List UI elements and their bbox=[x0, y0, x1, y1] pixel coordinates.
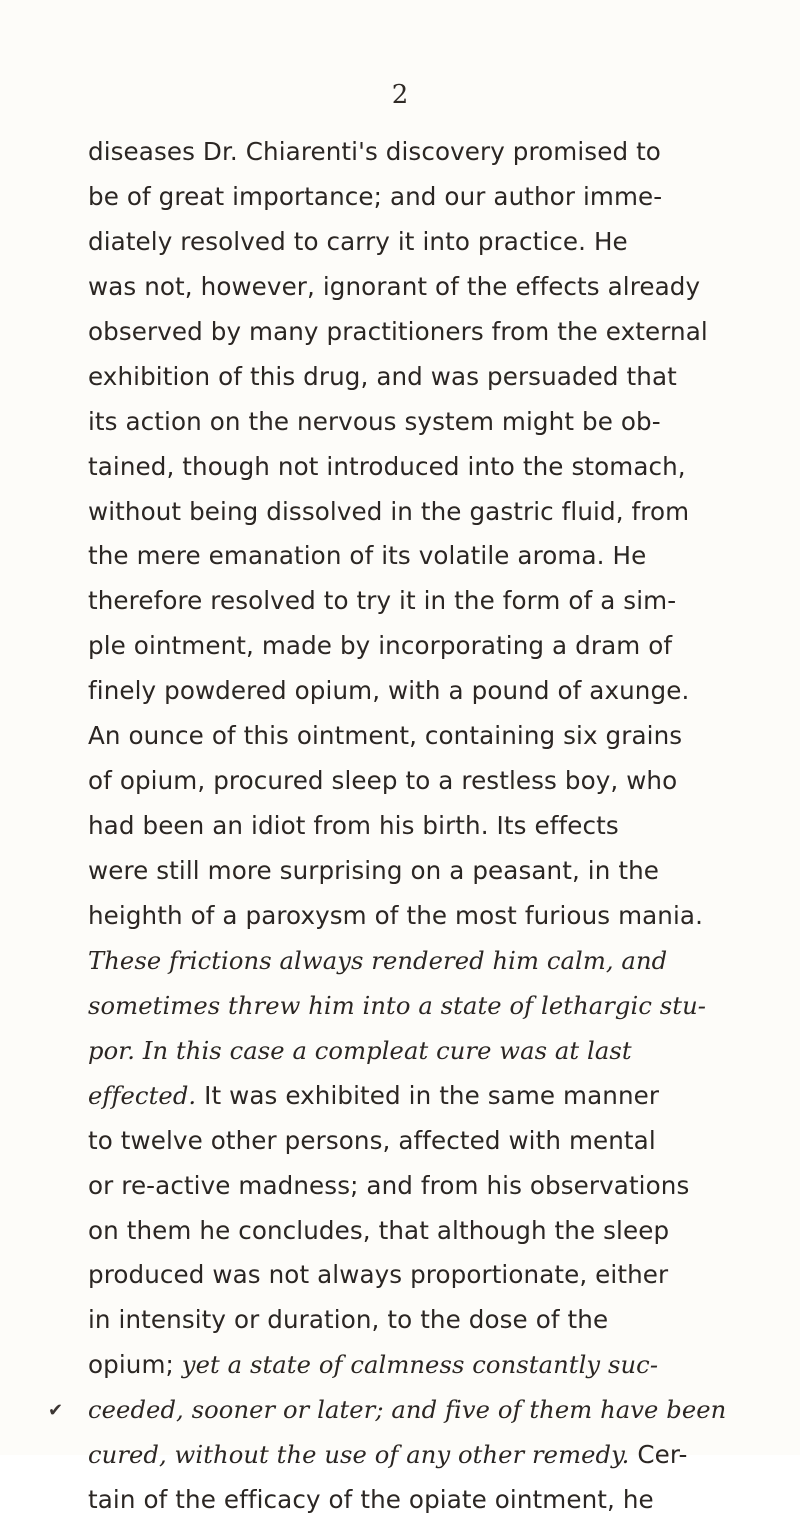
text-span: produced was not always proportionate, either bbox=[88, 1260, 669, 1290]
text-span: in intensity or duration, to the dose of the bbox=[88, 1305, 609, 1335]
text-span: therefore resolved to try it in the form of a sim- bbox=[88, 586, 677, 616]
text-span: observed by many practitioners from the external bbox=[88, 316, 708, 346]
text-line bbox=[88, 1388, 788, 1433]
italic-text-span: por. In this case a compleat cure was at last bbox=[88, 1036, 632, 1065]
text-line bbox=[88, 445, 788, 490]
italic-text-span: sometimes threw him into a state of lethargic stu- bbox=[88, 991, 707, 1020]
text-span: on them he concludes, that although the sleep bbox=[88, 1215, 670, 1245]
page-number: 2 bbox=[391, 80, 409, 110]
text-span: the mere emanation of its volatile aroma. He bbox=[88, 541, 647, 571]
text-line bbox=[88, 894, 788, 939]
text-span: diately resolved to carry it into practice. He bbox=[88, 226, 628, 256]
italic-text-span: yet a state of calmness constantly suc- bbox=[181, 1351, 659, 1380]
text-span: Cer- bbox=[629, 1440, 688, 1470]
text-line bbox=[88, 355, 788, 400]
text-span: An ounce of this ointment, containing six grains bbox=[88, 721, 683, 751]
text-line bbox=[88, 1074, 788, 1119]
text-span: exhibition of this drug, and was persuaded that bbox=[88, 361, 677, 391]
text-span: diseases Dr. Chiarenti's discovery promised to bbox=[88, 137, 661, 166]
text-span: or re-active madness; and from his observations bbox=[88, 1170, 690, 1200]
text-span: tain of the efficacy of the opiate ointment, he bbox=[88, 1485, 654, 1515]
text-line bbox=[88, 579, 788, 624]
text-span: had been an idiot from his birth. Its effects bbox=[88, 811, 619, 841]
text-line bbox=[88, 939, 788, 984]
italic-text-span: These frictions always rendered him calm, and bbox=[88, 946, 668, 975]
text-span: its action on the nervous system might be ob- bbox=[88, 406, 661, 436]
text-span: opium; bbox=[88, 1350, 182, 1380]
italic-text-span: ceeded, sooner or later; and five of them have been bbox=[88, 1396, 727, 1425]
text-line bbox=[88, 175, 788, 220]
text-line bbox=[88, 310, 788, 355]
text-span: be of great importance; and our author imme- bbox=[88, 181, 663, 211]
text-span: finely powdered opium, with a pound of axunge. bbox=[88, 676, 690, 706]
text-span: ple ointment, made by incorporating a dram of bbox=[88, 631, 673, 661]
margin-check-mark: ✔ bbox=[48, 1400, 64, 1421]
text-line bbox=[88, 1119, 788, 1164]
italic-text-span: cured, without the use of any other remedy. bbox=[88, 1441, 630, 1470]
text-span: heighth of a paroxysm of the most furious mania. bbox=[88, 900, 704, 930]
text-span: tained, though not introduced into the stomach, bbox=[88, 451, 686, 481]
text-line bbox=[88, 1209, 788, 1254]
text-span: of opium, procured sleep to a restless boy, who bbox=[88, 766, 678, 796]
text-line bbox=[88, 759, 788, 804]
text-span: It was exhibited in the same manner bbox=[196, 1080, 660, 1110]
text-line bbox=[88, 400, 788, 445]
italic-text-span: effected. bbox=[88, 1081, 197, 1110]
text-line bbox=[88, 669, 788, 714]
text-span: were still more surprising on a peasant, in the bbox=[88, 856, 659, 885]
text-line bbox=[88, 624, 788, 669]
text-line bbox=[88, 1029, 788, 1074]
text-span: without being dissolved in the gastric fluid, from bbox=[88, 496, 690, 526]
body-text bbox=[88, 130, 788, 1523]
text-span: was not, however, ignorant of the effects already bbox=[88, 271, 701, 301]
text-line bbox=[88, 130, 788, 175]
text-line bbox=[88, 490, 788, 535]
text-line bbox=[88, 849, 788, 894]
text-line bbox=[88, 220, 788, 265]
text-line bbox=[88, 265, 788, 310]
text-line bbox=[88, 1433, 788, 1478]
text-span: to twelve other persons, affected with mental bbox=[88, 1125, 656, 1155]
text-line bbox=[88, 1478, 788, 1523]
text-line bbox=[88, 1164, 788, 1209]
text-line bbox=[88, 714, 788, 759]
text-line bbox=[88, 1253, 788, 1298]
text-line bbox=[88, 1343, 788, 1388]
text-line bbox=[88, 534, 788, 579]
text-line bbox=[88, 1298, 788, 1343]
text-line bbox=[88, 804, 788, 849]
text-line bbox=[88, 984, 788, 1029]
